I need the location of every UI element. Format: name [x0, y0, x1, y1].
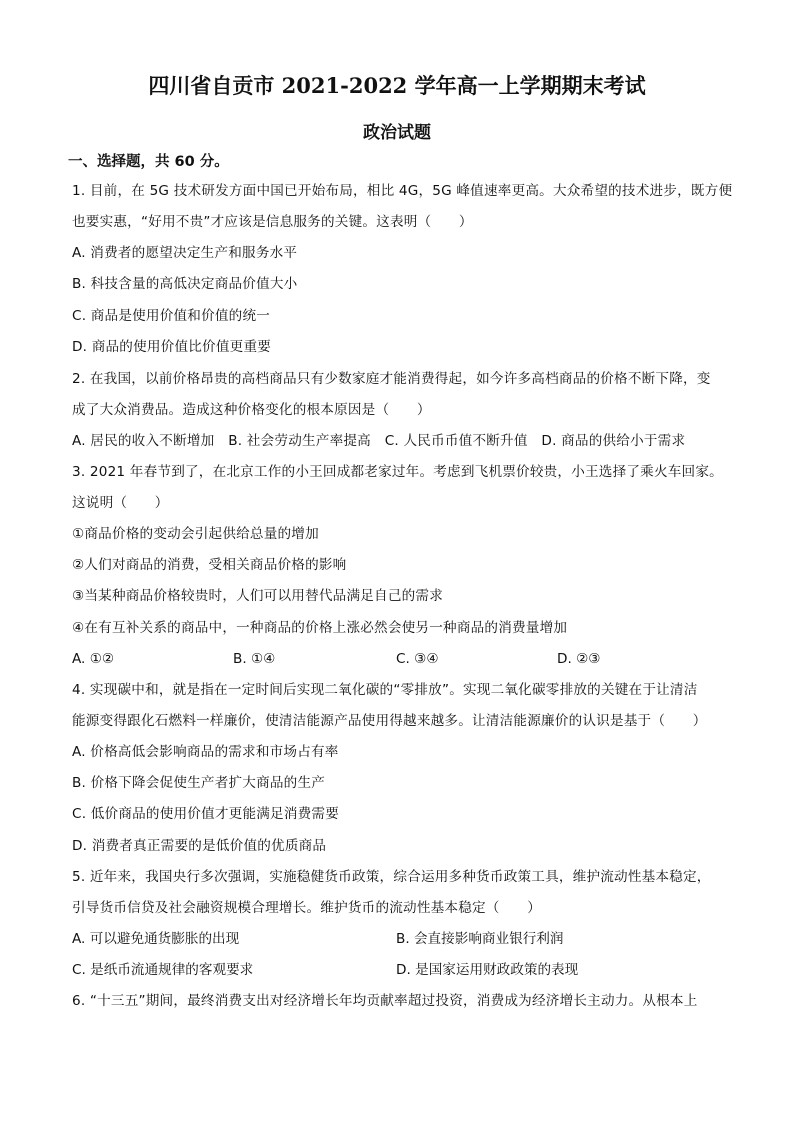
- q1-option-b: B. 科技含量的高低决定商品价值大小: [72, 276, 298, 292]
- q3-option-c: C. ③④: [396, 651, 439, 667]
- q3-option-b: B. ①④: [233, 651, 276, 667]
- q3-option-d: D. ②③: [557, 651, 601, 667]
- exam-title: 四川省自贡市 2021-2022 学年高一上学期期末考试: [148, 73, 646, 98]
- q4-stem-line-2: 能源变得跟化石燃料一样廉价，使清洁能源产品使用得越来越多。让清洁能源廉价的认识是基于（ ）: [72, 713, 707, 729]
- q4-option-c: C. 低价商品的使用价值才更能满足消费需要: [72, 806, 340, 822]
- q3-item-3: ③当某种商品价格较贵时，人们可以用替代品满足自己的需求: [72, 588, 444, 604]
- q1-option-d: D. 商品的使用价值比价值更重要: [72, 339, 272, 355]
- q5-option-b: B. 会直接影响商业银行利润: [396, 931, 564, 947]
- q1-option-c: C. 商品是使用价值和价值的统一: [72, 308, 271, 324]
- section-heading: 一、选择题，共 60 分。: [68, 154, 229, 170]
- q2-stem-line-2: 成了大众消费品。造成这种价格变化的根本原因是（ ）: [72, 402, 431, 418]
- q2-options: A. 居民的收入不断增加 B. 社会劳动生产率提高 C. 人民币币值不断升值 D. 商品的供给小于需求: [72, 433, 686, 449]
- q2-stem-line-1: 2. 在我国，以前价格昂贵的高档商品只有少数家庭才能消费得起，如今许多高档商品的价格不断下降，变: [72, 371, 711, 387]
- q5-option-c: C. 是纸币流通规律的客观要求: [72, 962, 254, 978]
- q6-stem-line-1: 6. “十三五”期间，最终消费支出对经济增长年均贡献率超过投资，消费成为经济增长主动力。从根本上: [72, 993, 698, 1009]
- q4-option-d: D. 消费者真正需要的是低价值的优质商品: [72, 838, 327, 854]
- q3-item-4: ④在有互补关系的商品中，一种商品的价格上涨必然会使另一种商品的消费量增加: [72, 620, 568, 636]
- q1-stem-line-2: 也要实惠，“好用不贵”才应该是信息服务的关键。这表明（ ）: [72, 214, 473, 230]
- q5-stem-line-2: 引导货币信贷及社会融资规模合理增长。维护货币的流动性基本稳定（ ）: [72, 900, 541, 916]
- q4-stem-line-1: 4. 实现碳中和，就是指在一定时间后实现二氧化碳的“零排放”。实现二氧化碳零排放的关键在于让清洁: [72, 682, 698, 698]
- q1-option-a: A. 消费者的愿望决定生产和服务水平: [72, 245, 298, 261]
- q5-stem-line-1: 5. 近年来，我国央行多次强调，实施稳健货币政策，综合运用多种货币政策工具，维护流动性基本稳定，: [72, 869, 711, 885]
- q3-item-1: ①商品价格的变动会引起供给总量的增加: [72, 526, 319, 542]
- q3-item-2: ②人们对商品的消费，受相关商品价格的影响: [72, 557, 347, 573]
- q5-option-a: A. 可以避免通货膨胀的出现: [72, 931, 240, 947]
- q1-stem-line-1: 1. 目前，在 5G 技术研发方面中国已开始布局，相比 4G，5G 峰值速率更高。大众希望的技术进步，既方便: [72, 183, 733, 199]
- q3-stem-line-2: 这说明（ ）: [72, 495, 169, 511]
- q4-option-a: A. 价格高低会影响商品的需求和市场占有率: [72, 744, 339, 760]
- exam-subtitle: 政治试题: [363, 123, 431, 143]
- q5-option-d: D. 是国家运用财政政策的表现: [396, 962, 579, 978]
- q3-stem-line-1: 3. 2021 年春节到了，在北京工作的小王回成都老家过年。考虑到飞机票价较贵，小王选择了乘火车回家。: [72, 464, 723, 480]
- q4-option-b: B. 价格下降会促使生产者扩大商品的生产: [72, 775, 326, 791]
- q3-option-a: A. ①②: [72, 651, 115, 667]
